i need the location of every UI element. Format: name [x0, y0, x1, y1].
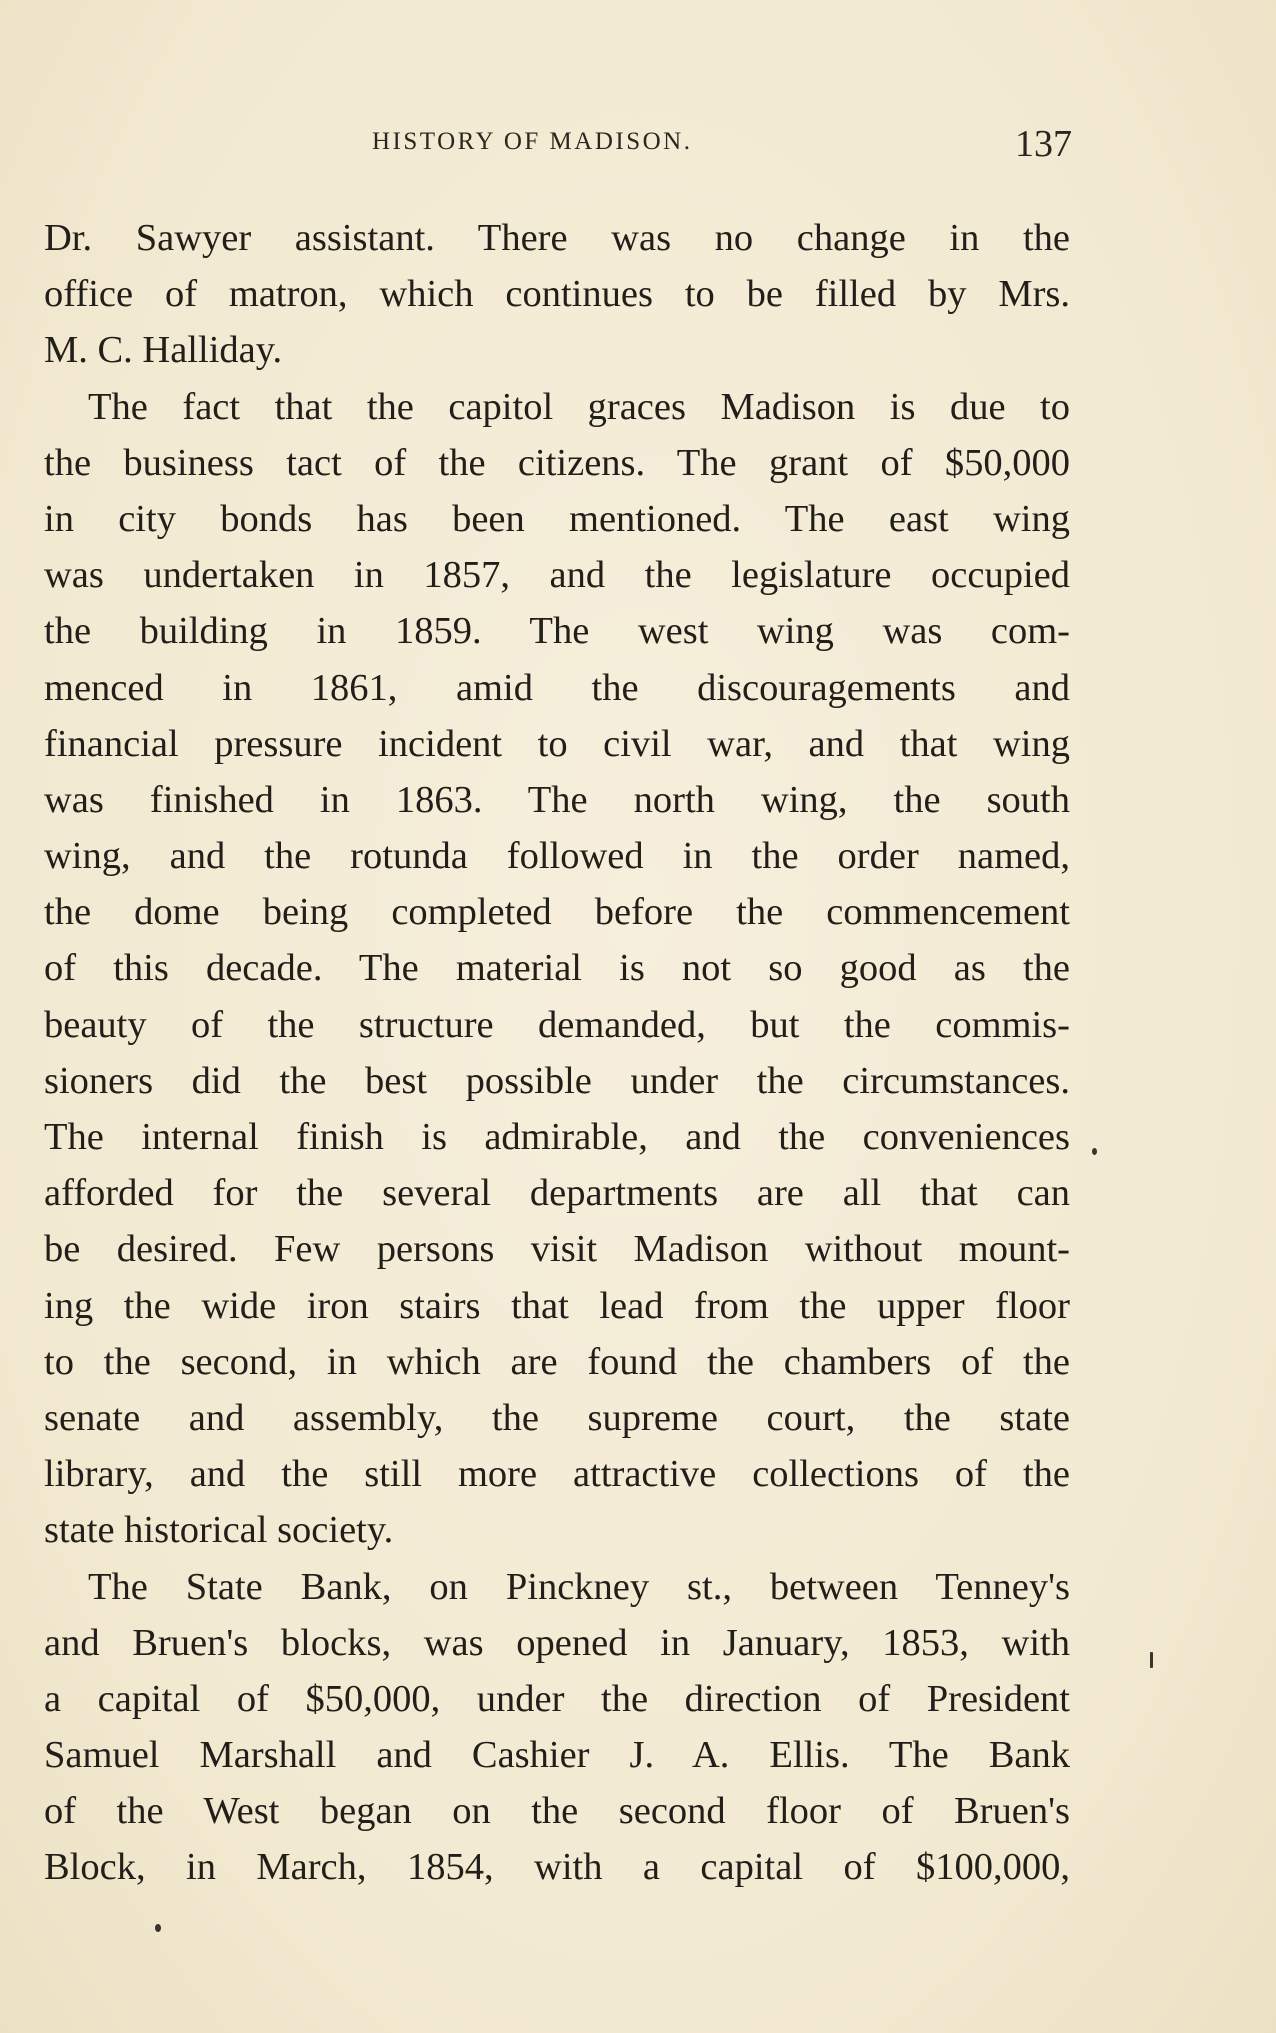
page-number: 137 — [1015, 123, 1072, 165]
text-line: Samuel Marshall and Cashier J. A. Ellis. The Bank — [44, 1734, 1070, 1777]
ink-speck — [155, 1924, 161, 1932]
text-line: M. C. Halliday. — [44, 329, 283, 372]
text-line: office of matron, which continues to be filled by Mrs. — [44, 273, 1070, 316]
text-line: of this decade. The material is not so good as the — [44, 947, 1070, 990]
text-line: the building in 1859. The west wing was com- — [44, 610, 1070, 653]
text-line: senate and assembly, the supreme court, the state — [44, 1396, 1070, 1439]
text-line: the business tact of the citizens. The grant of $50,000 — [44, 441, 1070, 484]
text-line: Dr. Sawyer assistant. There was no change in the — [44, 217, 1070, 259]
paragraph-first-line: The State Bank, on Pinckney st., between Tenney's — [88, 1565, 1070, 1608]
text-line: wing, and the rotunda followed in the order named, — [44, 835, 1070, 878]
text-line: the dome being completed before the commencement — [44, 891, 1070, 934]
ink-speck — [1092, 1148, 1097, 1155]
text-line: ing the wide iron stairs that lead from the upper floor — [44, 1284, 1070, 1327]
text-line: state historical society. — [44, 1509, 394, 1552]
text-line: and Bruen's blocks, was opened in January, 1853, with — [44, 1621, 1070, 1664]
text-line: The internal finish is admirable, and the conveniences — [44, 1116, 1070, 1158]
text-line: in city bonds has been mentioned. The east wing — [44, 497, 1070, 540]
text-line: a capital of $50,000, under the direction of President — [44, 1677, 1070, 1720]
text-line: was finished in 1863. The north wing, the south — [44, 778, 1070, 821]
text-line: be desired. Few persons visit Madison without mount- — [44, 1228, 1070, 1271]
text-line: financial pressure incident to civil war, and that wing — [44, 722, 1070, 765]
text-line: library, and the still more attractive collections of the — [44, 1453, 1070, 1496]
text-line: was undertaken in 1857, and the legislature occupied — [44, 554, 1070, 597]
running-title: HISTORY OF MADISON. — [372, 128, 693, 155]
text-line: beauty of the structure demanded, but the commis- — [44, 1003, 1070, 1046]
body-text — [44, 210, 1070, 1896]
text-line: to the second, in which are found the chambers of the — [44, 1340, 1070, 1383]
text-line: Block, in March, 1854, with a capital of $100,000, — [44, 1846, 1070, 1889]
text-line: menced in 1861, amid the discouragements and — [44, 666, 1070, 709]
text-line: of the West began on the second floor of Bruen's — [44, 1790, 1070, 1833]
text-line: sioners did the best possible under the circumstances. — [44, 1059, 1070, 1102]
running-head — [0, 123, 1276, 168]
ink-speck — [1150, 1652, 1153, 1668]
text-line: afforded for the several departments are all that can — [44, 1172, 1070, 1215]
paragraph-first-line: The fact that the capitol graces Madison is due to — [88, 385, 1070, 428]
